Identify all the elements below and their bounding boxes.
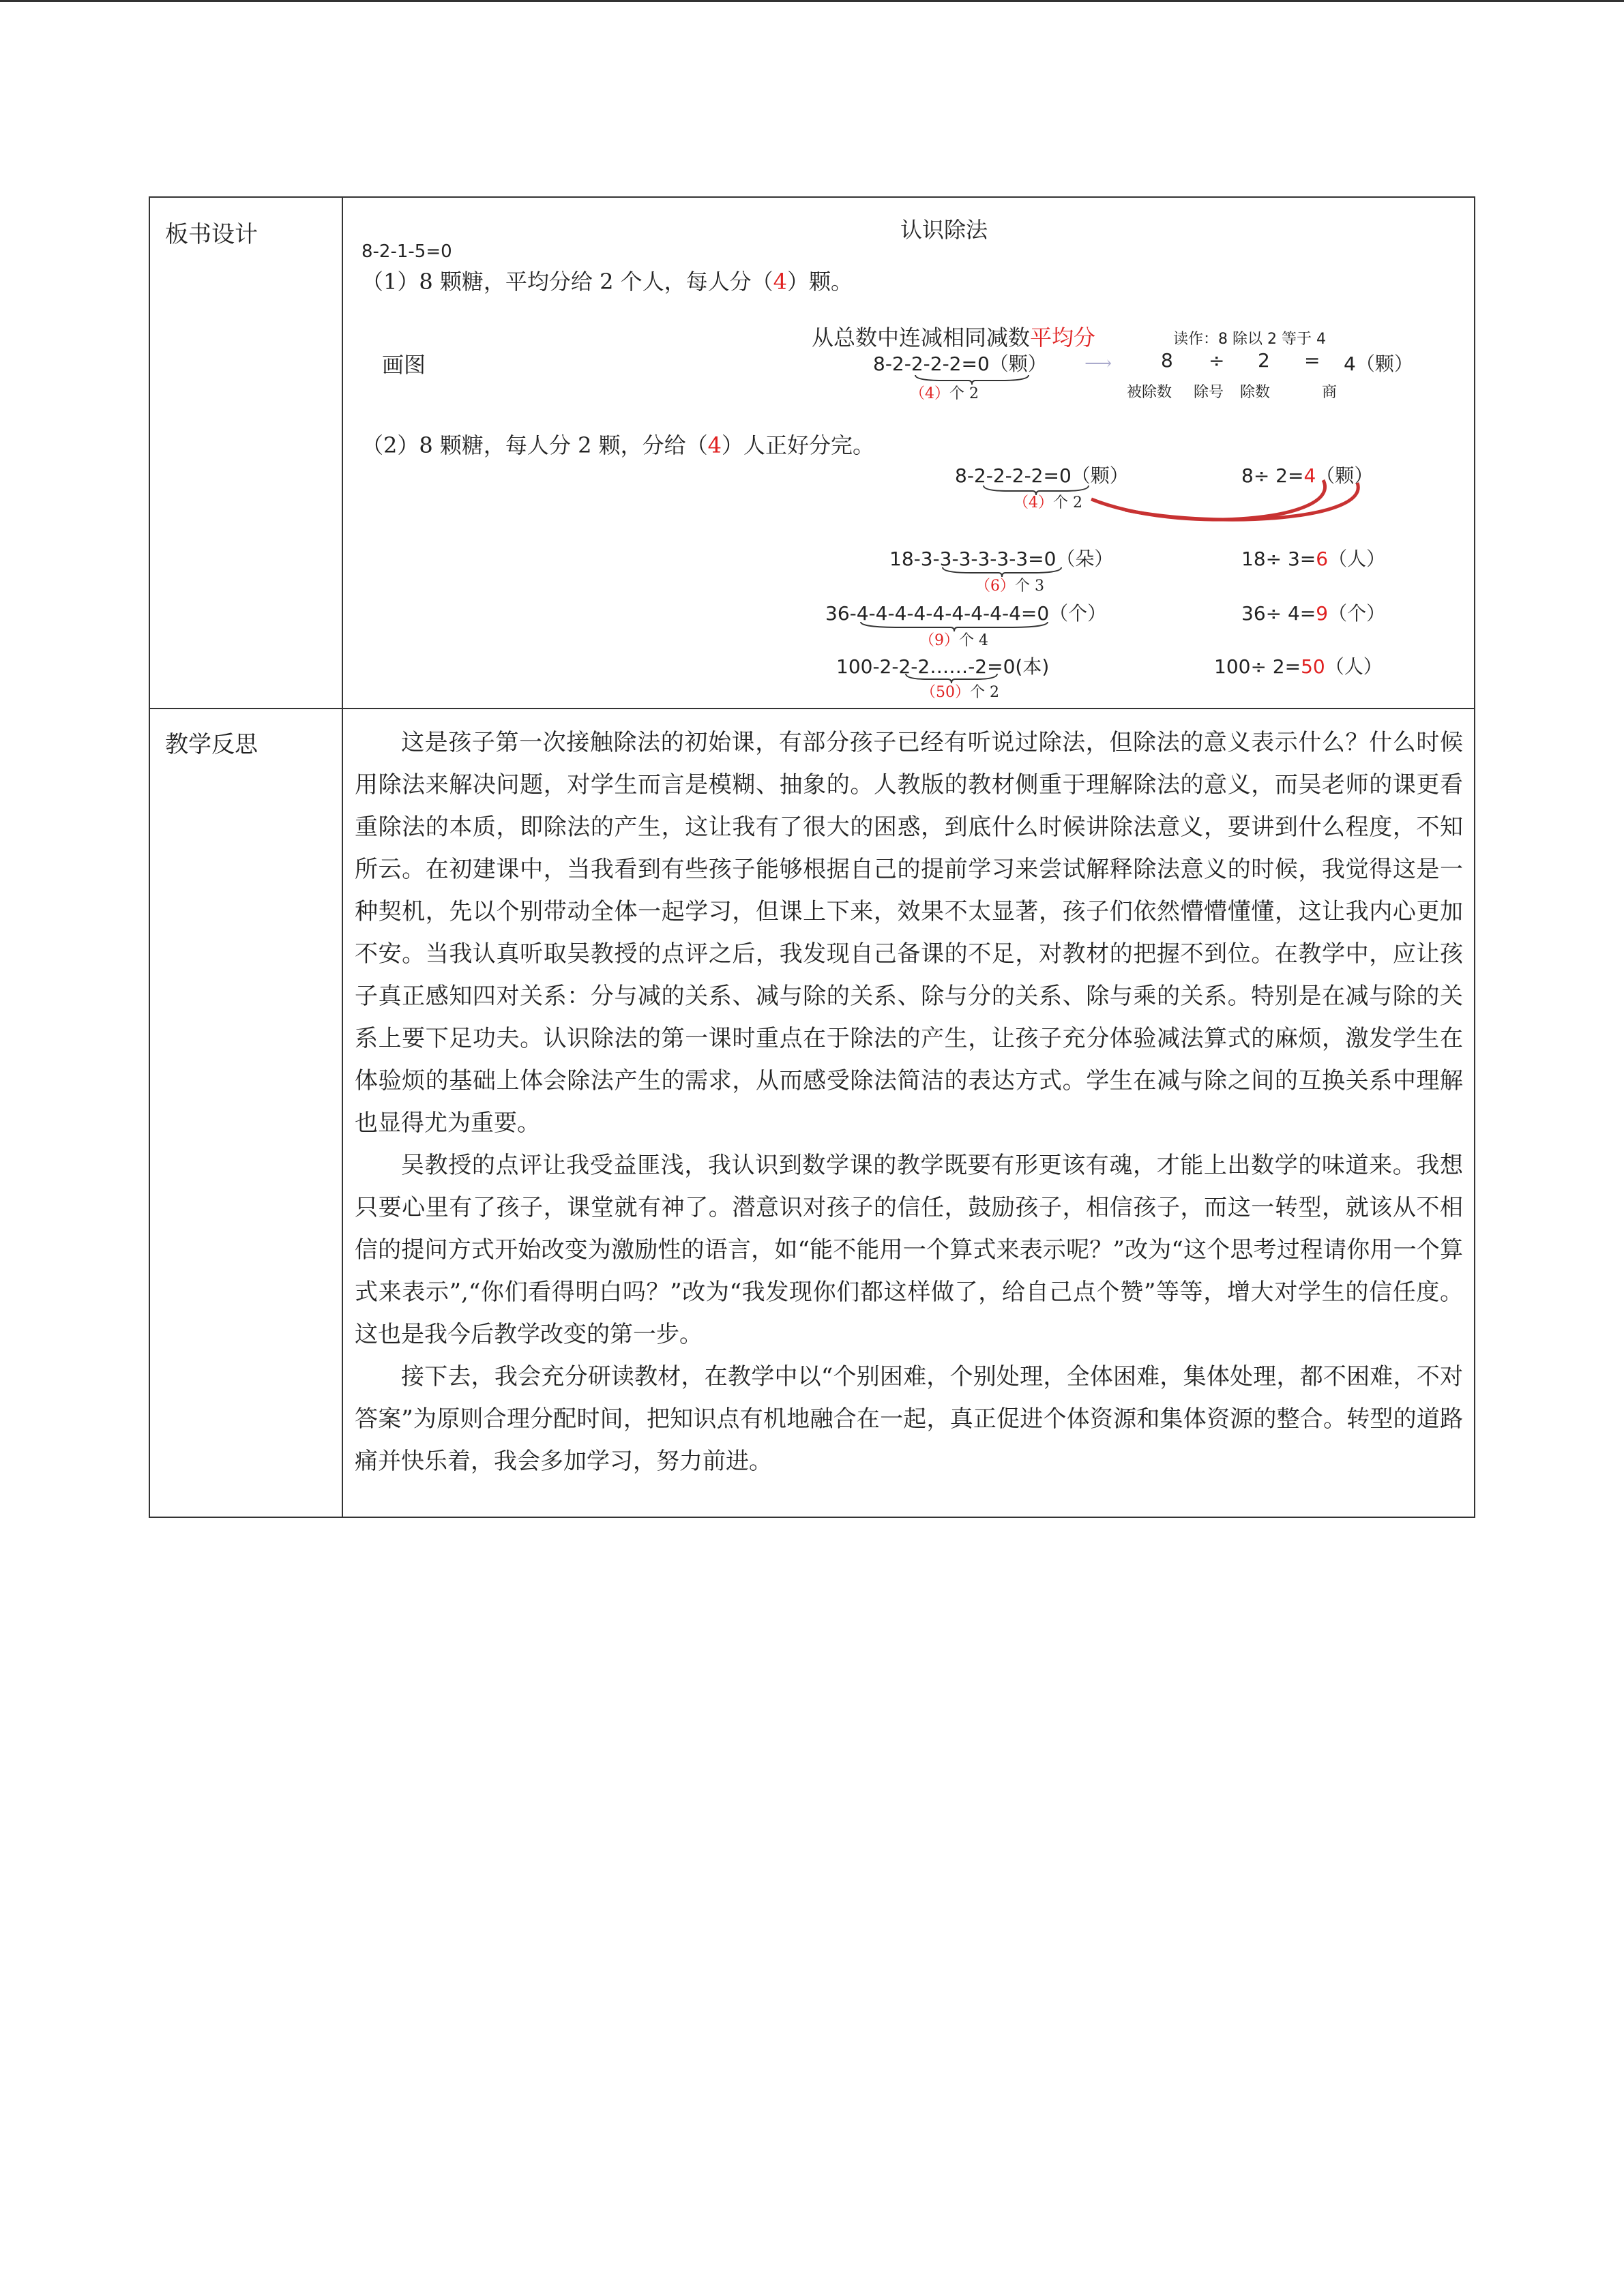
board-title: 认识除法 xyxy=(900,217,988,243)
count-1: （4）个 2 xyxy=(910,385,979,402)
division-divisor: 2 xyxy=(1258,349,1270,372)
question-2: （2）8 颗糖，每人分 2 颗，分给（4）人正好分完。 xyxy=(361,432,874,458)
subtraction-1: 8-2-2-2-2=0（颗） xyxy=(873,353,1047,375)
subtraction-heading: 从总数中连减相同减数平均分 xyxy=(812,325,1096,351)
arrow-icon: ⟶ xyxy=(1084,352,1112,374)
division-equals: = xyxy=(1304,349,1320,372)
connector-arc xyxy=(1084,477,1371,526)
example3-division: 18÷ 3=6（人） xyxy=(1241,548,1386,570)
division-sign: ÷ xyxy=(1209,349,1225,372)
example5-count: （50）个 2 xyxy=(921,684,999,701)
lesson-table xyxy=(149,196,1475,1518)
reflection-paragraph-1: 这是孩子第一次接触除法的初始课，有部分孩子已经有听说过除法，但除法的意义表示什么？什么时候用除法来解决问题，对学生而言是模糊、抽象的。人教版的教材侧重于理解除法的意义，而吴老师的课更看重除法的本质，即除法的产生，这让我有了很大的困惑，到底什么时候讲除法意义，要讲到什么程度，不知所云。在初建课中，当我看到有些孩子能够根据自己的提前学习来尝试解释除法意义的时候，我觉得这是一种契机，先以个别带动全体一起学习，但课上下来，效果不太显著，孩子们依然懵懵懂懂，这让我内心更加不安。当我认真听取吴教授的点评之后，我发现自己备课的不足，对教材的把握不到位。在教学中，应让孩子真正感知四对关系：分与减的关系、减与除的关系、除与分的关系、除与乘的关系。特别是在减与除的关系上要下足功夫。认识除法的第一课时重点在于除法的产生，让孩子充分体验减法算式的麻烦，激发学生在体验烦的基础上体会除法产生的需求，从而感受除法简洁的表达方式。学生在减与除之间的互换关系中理解也显得尤为重要。 xyxy=(355,729,1463,1137)
reflection-paragraph-3: 接下去，我会充分研读教材，在教学中以“个别困难，个别处理，全体困难，集体处理，都不困难，不对答案”为原则合理分配时间，把知识点有机地融合在一起，真正促进个体资源和集体资源的整合。转型的道路痛并快乐着，我会多加学习，努力前进。 xyxy=(355,1363,1463,1475)
example4-subtraction: 36-4-4-4-4-4-4-4-4-4=0（个） xyxy=(825,602,1107,625)
example4-division: 36÷ 4=9（个） xyxy=(1241,602,1386,625)
example5-subtraction: 100-2-2-2……-2=0(本) xyxy=(836,655,1050,678)
board-line0: 8-2-1-5=0 xyxy=(361,241,452,262)
question-1: （1）8 颗糖，平均分给 2 个人，每人分（4）颗。 xyxy=(361,269,853,295)
term-sign: 除号 xyxy=(1194,384,1224,401)
example2-count: （4）个 2 xyxy=(1014,494,1082,511)
row-label-board-design: 板书设计 xyxy=(165,221,258,248)
example2-division: 8÷ 2=4（颗） xyxy=(1241,464,1374,487)
draw-label: 画图 xyxy=(382,352,426,378)
division-result: 4（颗） xyxy=(1344,353,1413,375)
reflection-text xyxy=(355,711,1463,1515)
column-divider xyxy=(342,198,343,1517)
term-dividend: 被除数 xyxy=(1127,384,1172,401)
term-divisor: 除数 xyxy=(1240,384,1271,401)
division-dividend: 8 xyxy=(1161,349,1173,372)
reading-note: 读作：8 除以 2 等于 4 xyxy=(1173,331,1326,348)
row-label-reflection: 教学反思 xyxy=(165,731,258,758)
example4-count: （9）个 4 xyxy=(919,632,988,649)
page-top-border xyxy=(0,0,1624,2)
example2-subtraction: 8-2-2-2-2=0（颗） xyxy=(955,464,1129,487)
reflection-paragraph-2: 吴教授的点评让我受益匪浅，我认识到数学课的教学既要有形更该有魂，才能上出数学的味道来。我想只要心里有了孩子，课堂就有神了。潜意识对孩子的信任，鼓励孩子，相信孩子，而这一转型，就该从不相信的提问方式开始改变为激励性的语言，如“能不能用一个算式来表示呢？”改为“这个思考过程请你用一个算式来表示”,“你们看得明白吗？”改为“我发现你们都这样做了，给自己点个赞”等等，增大对学生的信任度。这也是我今后教学改变的第一步。 xyxy=(355,1152,1463,1348)
example5-division: 100÷ 2=50（人） xyxy=(1214,655,1383,678)
board-design xyxy=(355,198,1460,706)
term-quotient: 商 xyxy=(1322,384,1338,401)
example3-count: （6）个 3 xyxy=(975,578,1044,595)
example3-subtraction: 18-3-3-3-3-3-3=0（朵） xyxy=(889,548,1114,570)
row-divider xyxy=(150,708,1474,709)
